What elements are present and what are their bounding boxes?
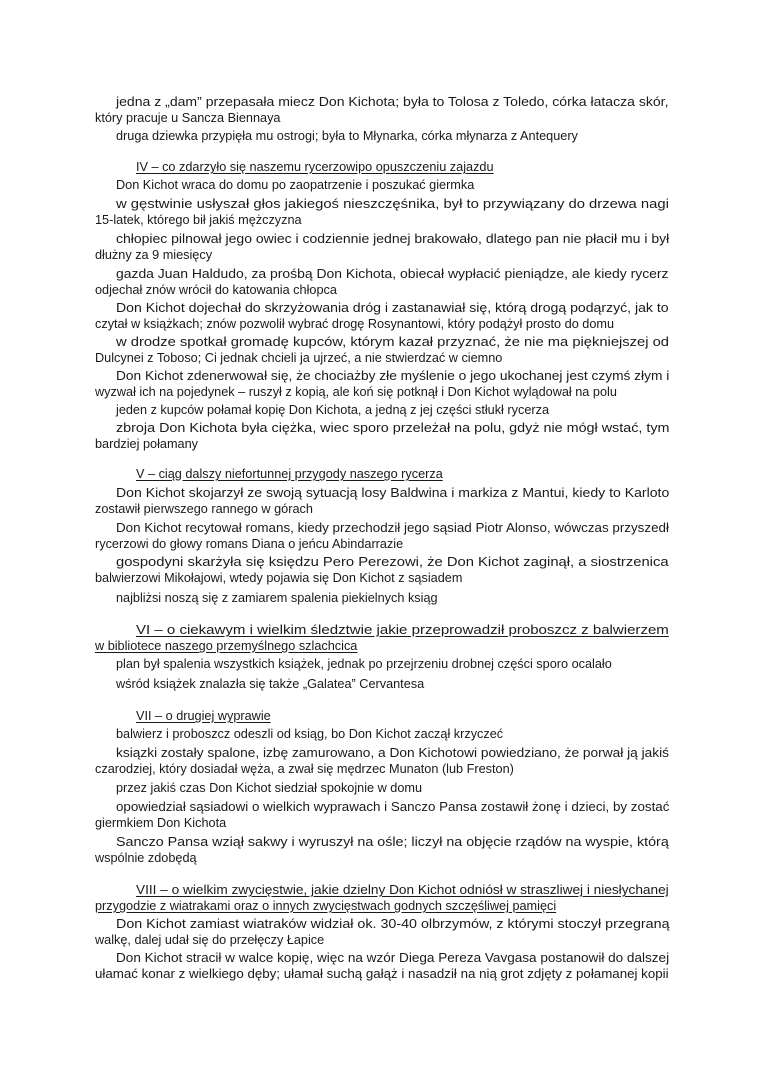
text-line: ułamać konar z wielkiego dęby; ułamał suchą gałąż i nasadził na nią grot zdjęty z połamanej kopii — [95, 967, 669, 981]
text-line: Dulcynei z Toboso; Ci jednak chcieli ja ujrzeć, a nie stwierdzać w ciemno — [95, 351, 503, 365]
text-line: najbliżsi noszą się z zamiarem spalenia piekielnych ksiąg — [116, 591, 438, 605]
chapter-heading: V – ciąg dalszy niefortunnej przygody naszego rycerza — [136, 467, 443, 481]
text-line: rycerzowi do głowy romans Diana o jeńcu Abindarrazie — [95, 537, 404, 551]
text-line: jedna z „dam” przepasała miecz Don Kichota; była to Tolosa z Toledo, córka łatacza skór, — [116, 95, 669, 109]
text-line: opowiedział sąsiadowi o wielkich wyprawach i Sanczo Pansa zostawił żonę i dzieci, by zostać — [116, 800, 670, 814]
text-line: przez jakiś czas Don Kichot siedział spokojnie w domu — [116, 781, 423, 795]
text-line: czarodziej, który dosiadał węża, a zwał się mędrzec Munaton (lub Freston) — [95, 762, 514, 776]
chapter-heading: w bibliotece naszego przemyślnego szlachcica — [95, 639, 358, 653]
text-line: wyzwał ich na pojedynek – ruszył z kopią, ale koń się potknął i Don Kichot wylądował na polu — [95, 385, 617, 399]
text-line: gazda Juan Haldudo, za prośbą Don Kichota, obiecał wypłacić pieniądze, ale kiedy rycerz — [116, 267, 669, 281]
text-line: w drodze spotkał gromadę kupców, którym kazał przyznać, że nie ma piękniejszej od — [116, 335, 670, 349]
text-line: zbroja Don Kichota była ciężka, wiec sporo przeleżał na polu, gdyż nie mógł wstać, tym — [116, 421, 670, 435]
chapter-heading: VIII – o wielkim zwycięstwie, jakie dzielny Don Kichot odniósł w straszliwej i niesłychanej — [136, 883, 669, 897]
text-line: Don Kichot stracił w walce kopię, więc na wzór Diega Pereza Vavgasa postanowił do dalszej — [116, 951, 670, 965]
text-line: dłużny za 9 miesięcy — [95, 248, 213, 262]
text-line: walkę, dalej udał się do przełęczy Łapice — [95, 933, 325, 947]
text-line: Don Kichot wraca do domu po zaopatrzenie i poszukać giermka — [116, 178, 475, 192]
text-line: 15-latek, którego bił jakiś mężczyzna — [95, 213, 302, 227]
chapter-heading: IV – co zdarzyło się naszemu rycerzowipo opuszczeniu zajazdu — [136, 160, 494, 174]
text-line: Don Kichot zamiast wiatraków widział ok. 30-40 olbrzymów, z którymi stoczył przegraną — [116, 917, 670, 931]
text-line: w gęstwinie usłyszał głos jakiegoś nieszczęśnika, był to przywiązany do drzewa nagi — [116, 197, 669, 211]
text-line: plan był spalenia wszystkich książek, jednak po przejrzeniu drobnej części sporo ocalało — [116, 657, 612, 671]
text-line: odjechał znów wrócił do katowania chłopca — [95, 283, 337, 297]
text-line: wśród książek znalazła się także „Galatea” Cervantesa — [116, 677, 425, 691]
text-line: Don Kichot skojarzył ze swoją sytuacją losy Baldwina i markiza z Mantui, kiedy to Karloto — [116, 486, 670, 500]
text-line: giermkiem Don Kichota — [95, 816, 227, 830]
text-line: balwierz i proboszcz odeszli od ksiąg, bo Don Kichot zaczął krzyczeć — [116, 727, 504, 741]
text-line: który pracuje u Sancza Biennaya — [95, 111, 281, 125]
text-line: Don Kichot recytował romans, kiedy przechodził jego sąsiad Piotr Alonso, wówczas przyszedł — [116, 521, 669, 535]
text-line: czytał w książkach; znów pozwolił wybrać drogę Rosynantowi, który podążył prosto do domu — [95, 317, 615, 331]
text-line: Don Kichot zdenerwował się, że chociażby złe myślenie o jego ukochanej jest czymś złym i — [116, 369, 670, 383]
text-line: Don Kichot dojechał do skrzyżowania dróg i zastanawiał się, którą drogą podąrzyć, jak to — [116, 301, 669, 315]
text-line: bardziej połamany — [95, 437, 198, 451]
text-line: druga dziewka przypięła mu ostrogi; była to Młynarka, córka młynarza z Antequery — [116, 129, 578, 143]
text-line: chłopiec pilnował jego owiec i codziennie jednej brakowało, dlatego pan nie płacił mu i był — [116, 232, 670, 246]
chapter-heading: VII – o drugiej wyprawie — [136, 709, 271, 723]
text-line: zostawił pierwszego rannego w górach — [95, 502, 313, 516]
text-line: Sanczo Pansa wziął sakwy i wyruszył na ośle; liczył na objęcie rządów na wyspie, którą — [116, 835, 669, 849]
text-line: jeden z kupców połamał kopię Don Kichota, a jedną z jej części stłukł rycerza — [116, 403, 549, 417]
text-line: gospodyni skarżyła się księdzu Pero Perezowi, że Don Kichot zaginął, a siostrzenica — [116, 555, 669, 569]
text-line: wspólnie zdobędą — [95, 851, 197, 865]
text-line: balwierzowi Mikołajowi, wtedy pojawia się Don Kichot z sąsiadem — [95, 571, 463, 585]
chapter-heading: VI – o ciekawym i wielkim śledztwie jakie przeprowadził proboszcz z balwierzem — [136, 623, 669, 637]
text-line: ksiązki zostały spalone, izbę zamurowano, a Don Kichotowi powiedziano, że porwał ją jakiś — [116, 746, 669, 760]
chapter-heading: przygodzie z wiatrakami oraz o innych zwycięstwach godnych szczęśliwej pamięci — [95, 899, 557, 913]
